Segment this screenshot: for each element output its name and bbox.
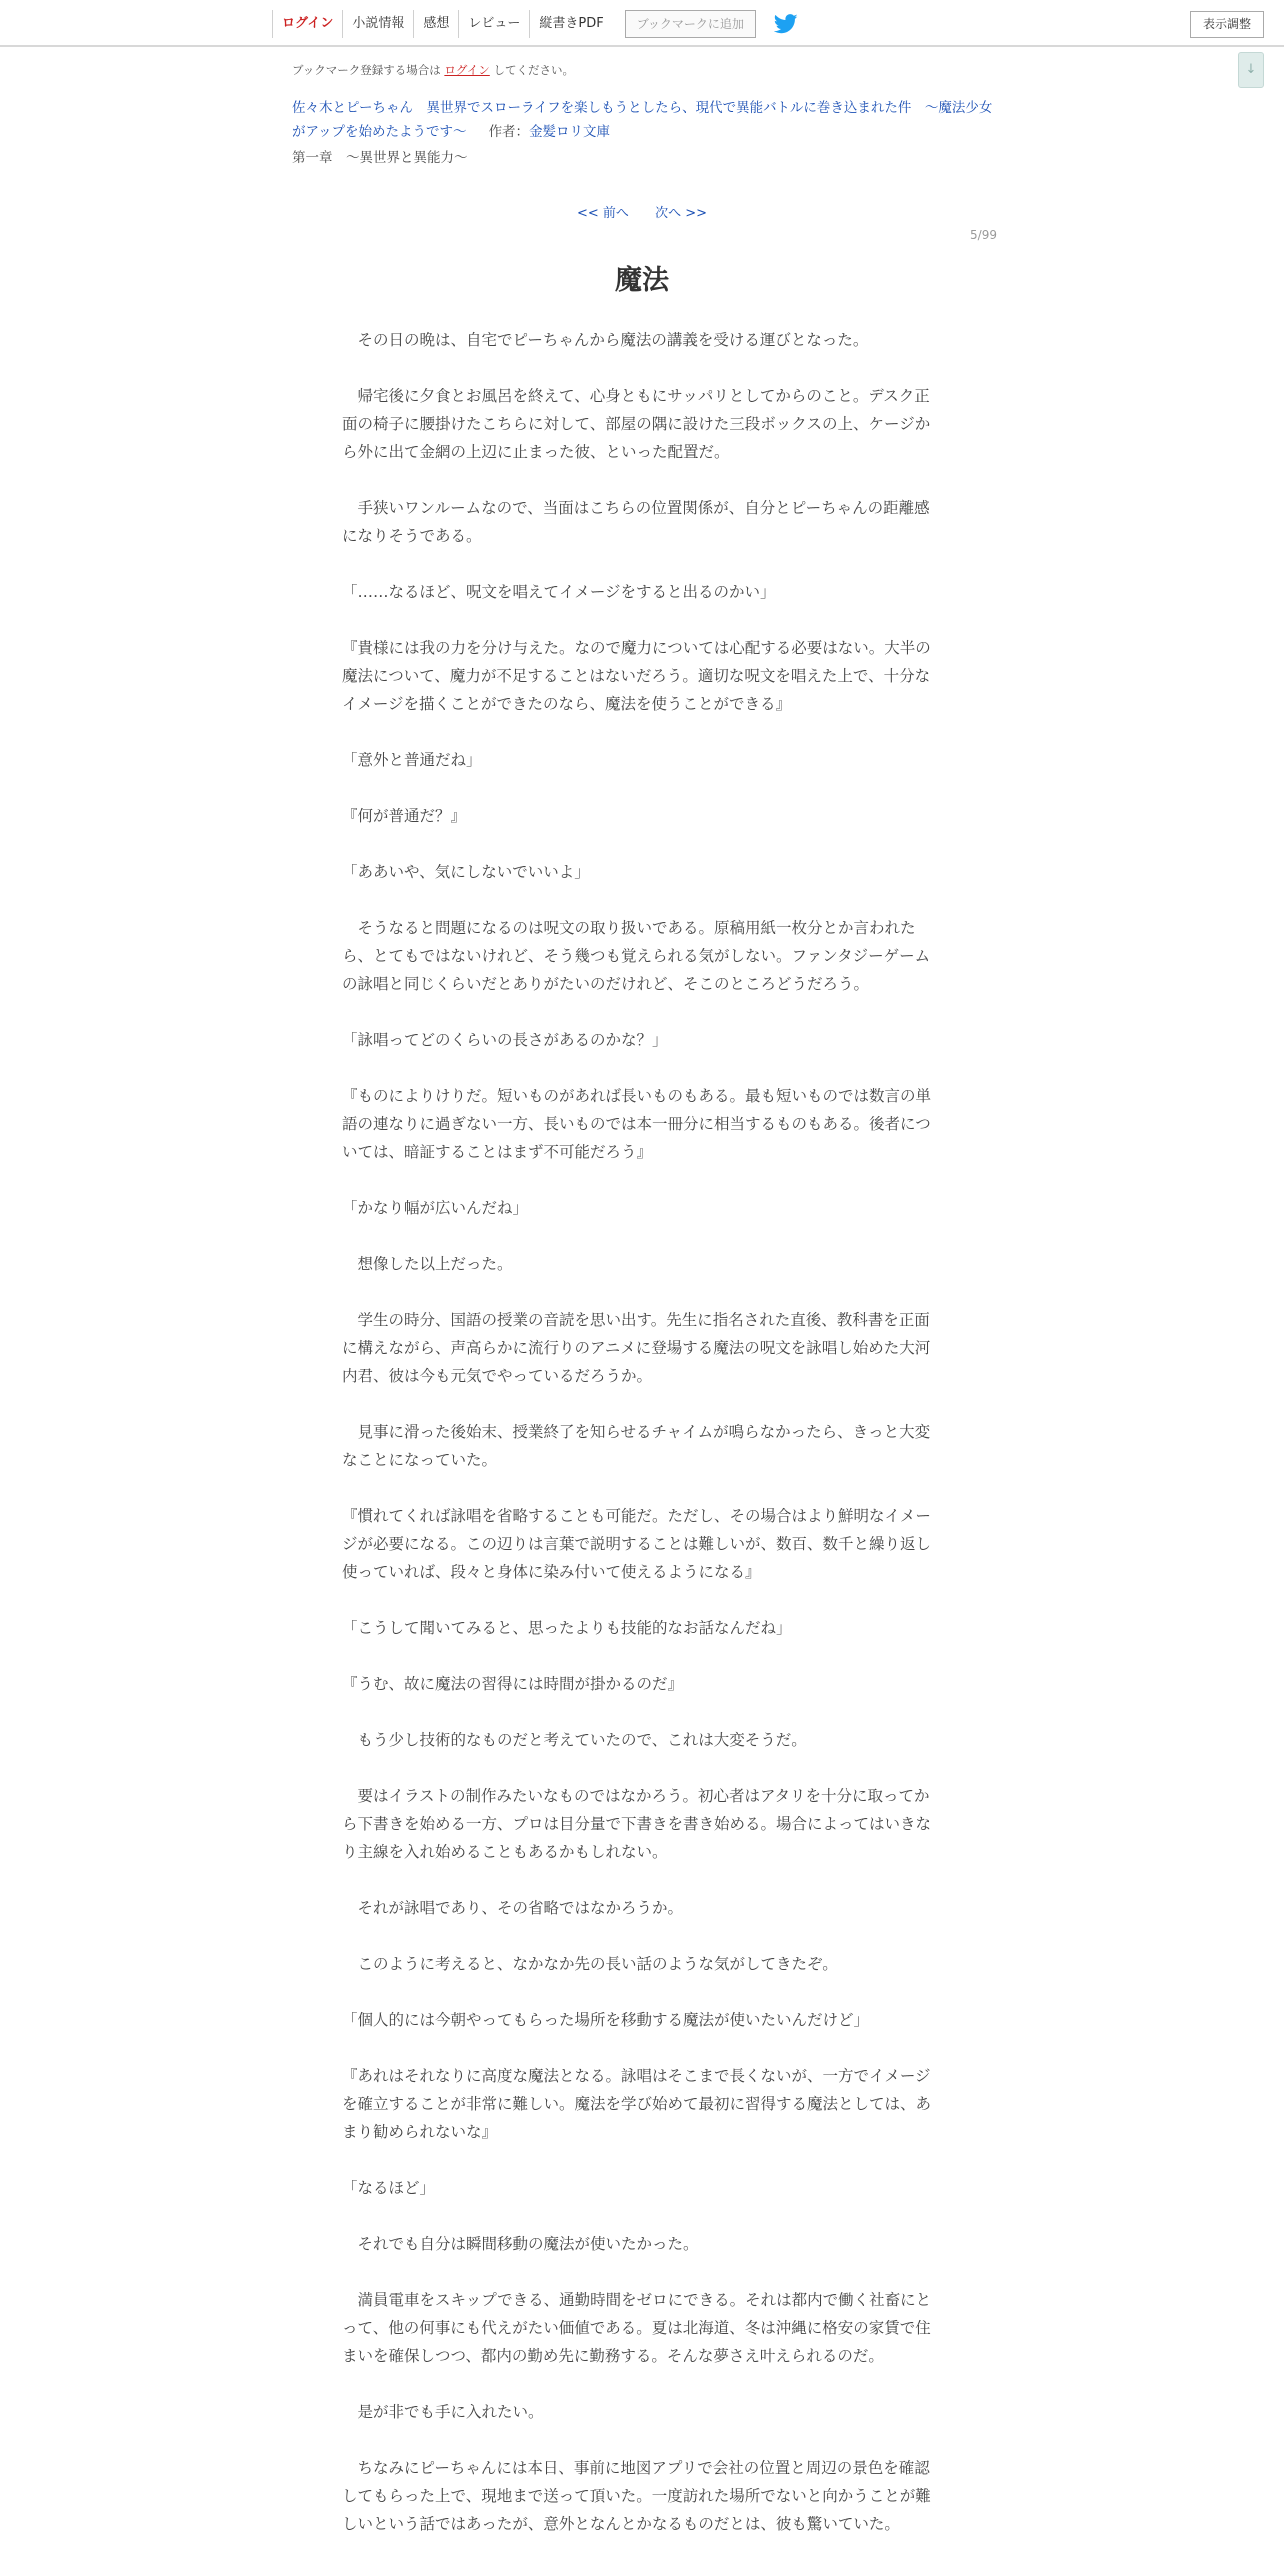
novel-paragraph: 見事に滑った後始末、授業終了を知らせるチャイムが鳴らなかったら、きっと大変なことになっていた。 bbox=[342, 1423, 931, 1469]
prev-episode-link[interactable]: << 前へ bbox=[577, 206, 629, 221]
top-nav-bar bbox=[0, 0, 1284, 47]
novel-paragraph: それが詠唱であり、その省略ではなかろうか。 bbox=[342, 1899, 684, 1917]
novel-paragraph: 「……なるほど、呪文を唱えてイメージをすると出るのかい」 bbox=[342, 583, 776, 601]
add-bookmark-button[interactable]: ブックマークに追加 bbox=[625, 10, 756, 38]
scroll-down-button[interactable]: ↓ bbox=[1238, 52, 1264, 88]
novel-paragraph: 『貴様には我の力を分け与えた。なので魔力については心配する必要はない。大半の魔法について、魔力が不足することはないだろう。適切な呪文を唱えた上で、十分なイメージを描くことができたのなら、魔法を使うことができる』 bbox=[342, 639, 931, 713]
episode-title: 魔法 bbox=[615, 265, 669, 296]
novel-paragraph: 『ものによりけりだ。短いものがあれば長いものもある。最も短いものでは数言の単語の連なりに過ぎない一方、長いものでは本一冊分に相当するものもある。後者については、暗証することはまず不可能だろう』 bbox=[342, 1087, 932, 1161]
nav-login[interactable]: ログイン bbox=[272, 10, 342, 38]
novel-paragraph: 『慣れてくれば詠唱を省略することも可能だ。ただし、その場合はより鮮明なイメージが必要になる。この辺りは言葉で説明することは難しいが、数百、数千と繰り返し使っていれば、段々と身体に染み付いて使えるようになる』 bbox=[342, 1507, 932, 1581]
bookmark-login-link[interactable]: ログイン bbox=[444, 63, 490, 77]
novel-paragraph: 「意外と普通だね」 bbox=[342, 751, 482, 769]
bookmark-notice-pre: ブックマーク登録する場合は bbox=[292, 63, 441, 77]
work-info bbox=[292, 96, 1002, 144]
novel-paragraph: 満員電車をスキップできる、通勤時間をゼロにできる。それは都内で働く社畜にとって、他の何事にも代えがたい価値である。夏は北海道、冬は沖縄に格安の家賃で住まいを確保しつつ、都内の勤め先に勤務する。そんな夢さえ叶えられるのだ。 bbox=[342, 2291, 932, 2365]
episode-pager bbox=[0, 202, 1284, 221]
novel-paragraph: 「かなり幅が広いんだね」 bbox=[342, 1199, 529, 1217]
novel-paragraph: このように考えると、なかなか先の長い話のような気がしてきたぞ。 bbox=[342, 1955, 838, 1973]
novel-paragraph: 手狭いワンルームなので、当面はこちらの位置関係が、自分とピーちゃんの距離感になりそうである。 bbox=[342, 499, 930, 545]
novel-paragraph: 想像した以上だった。 bbox=[342, 1255, 513, 1273]
novel-paragraph: もう少し技術的なものだと考えていたので、これは大変そうだ。 bbox=[342, 1731, 807, 1749]
nav-novel-info[interactable]: 小説情報 bbox=[342, 10, 413, 38]
novel-paragraph: その日の晩は、自宅でピーちゃんから魔法の講義を受ける運びとなった。 bbox=[342, 331, 869, 349]
nav-impressions[interactable]: 感想 bbox=[413, 10, 458, 38]
novel-paragraph: 学生の時分、国語の授業の音読を思い出す。先生に指名された直後、教科書を正面に構えながら、声高らかに流行りのアニメに登場する魔法の呪文を詠唱し始めた大河内君、彼は今も元気でやっているだろうか。 bbox=[342, 1311, 931, 1385]
novel-paragraph: 『あれはそれなりに高度な魔法となる。詠唱はそこまで長くないが、一方でイメージを確立することが非常に難しい。魔法を学び始めて最初に習得する魔法としては、あまり勧められないな』 bbox=[342, 2067, 932, 2141]
twitter-icon bbox=[774, 14, 798, 34]
novel-paragraph: 『何が普通だ？』 bbox=[342, 807, 467, 825]
novel-paragraph: 要はイラストの制作みたいなものではなかろう。初心者はアタリを十分に取ってから下書きを始める一方、プロは目分量で下書きを書き始める。場合によってはいきなり主線を入れ始めることもあるかもしれない。 bbox=[342, 1787, 932, 1861]
chapter-title: 第一章 ～異世界と異能力～ bbox=[292, 150, 468, 166]
next-episode-link[interactable]: 次へ >> bbox=[655, 206, 707, 221]
novel-paragraph: 是が非でも手に入れたい。 bbox=[342, 2403, 544, 2421]
work-title-link[interactable]: 佐々木とピーちゃん 異世界でスローライフを楽しもうとしたら、現代で異能バトルに巻き込まれた件 ～魔法少女がアップを始めたようです～ bbox=[292, 100, 993, 140]
nav-vertical-pdf[interactable]: 縦書きPDF bbox=[529, 10, 612, 38]
main-nav bbox=[272, 10, 799, 38]
novel-paragraph: 「こうして聞いてみると、思ったよりも技能的なお話なんだね」 bbox=[342, 1619, 792, 1637]
novel-paragraph: ちなみにピーちゃんには本日、事前に地図アプリで会社の位置と周辺の景色を確認してもらった上で、現地まで送って頂いた。一度訪れた場所でないと向かうことが難しいという話ではあったが、意外となんとかなるものだとは、彼も驚いていた。 bbox=[342, 2459, 931, 2533]
nav-review[interactable]: レビュー bbox=[458, 10, 529, 38]
novel-paragraph: 「個人的には今朝やってもらった場所を移動する魔法が使いたいんだけど」 bbox=[342, 2011, 870, 2029]
novel-body bbox=[342, 326, 937, 2566]
novel-paragraph: 「なるほど」 bbox=[342, 2179, 436, 2197]
author-label: 作者： bbox=[488, 124, 530, 140]
author-link[interactable]: 金髪ロリ文庫 bbox=[529, 124, 611, 140]
novel-paragraph: 『うむ、故に魔法の習得には時間が掛かるのだ』 bbox=[342, 1675, 684, 1693]
bookmark-notice-post: してください。 bbox=[493, 63, 574, 77]
novel-paragraph: 帰宅後に夕食とお風呂を終えて、心身ともにサッパリとしてからのこと。デスク正面の椅子に腰掛けたこちらに対して、部屋の隅に設けた三段ボックスの上、ケージから外に出て金網の上辺に止まった彼、といった配置だ。 bbox=[342, 387, 931, 461]
novel-paragraph: それでも自分は瞬間移動の魔法が使いたかった。 bbox=[342, 2235, 699, 2253]
novel-paragraph: 「詠唱ってどのくらいの長さがあるのかな？」 bbox=[342, 1031, 668, 1049]
episode-number: 5/99 bbox=[970, 228, 997, 242]
novel-paragraph: 「ああいや、気にしないでいいよ」 bbox=[342, 863, 590, 881]
twitter-share-button[interactable] bbox=[773, 12, 799, 36]
novel-paragraph: そうなると問題になるのは呪文の取り扱いである。原稿用紙一枚分とか言われたら、とてもではないけれど、そう幾つも覚えられる気がしない。ファンタジーゲームの詠唱と同じくらいだとありがたいのだけれど、そこのところどうだろう。 bbox=[342, 919, 931, 993]
display-settings-button[interactable]: 表示調整 bbox=[1190, 11, 1264, 38]
bookmark-login-notice bbox=[292, 62, 574, 78]
